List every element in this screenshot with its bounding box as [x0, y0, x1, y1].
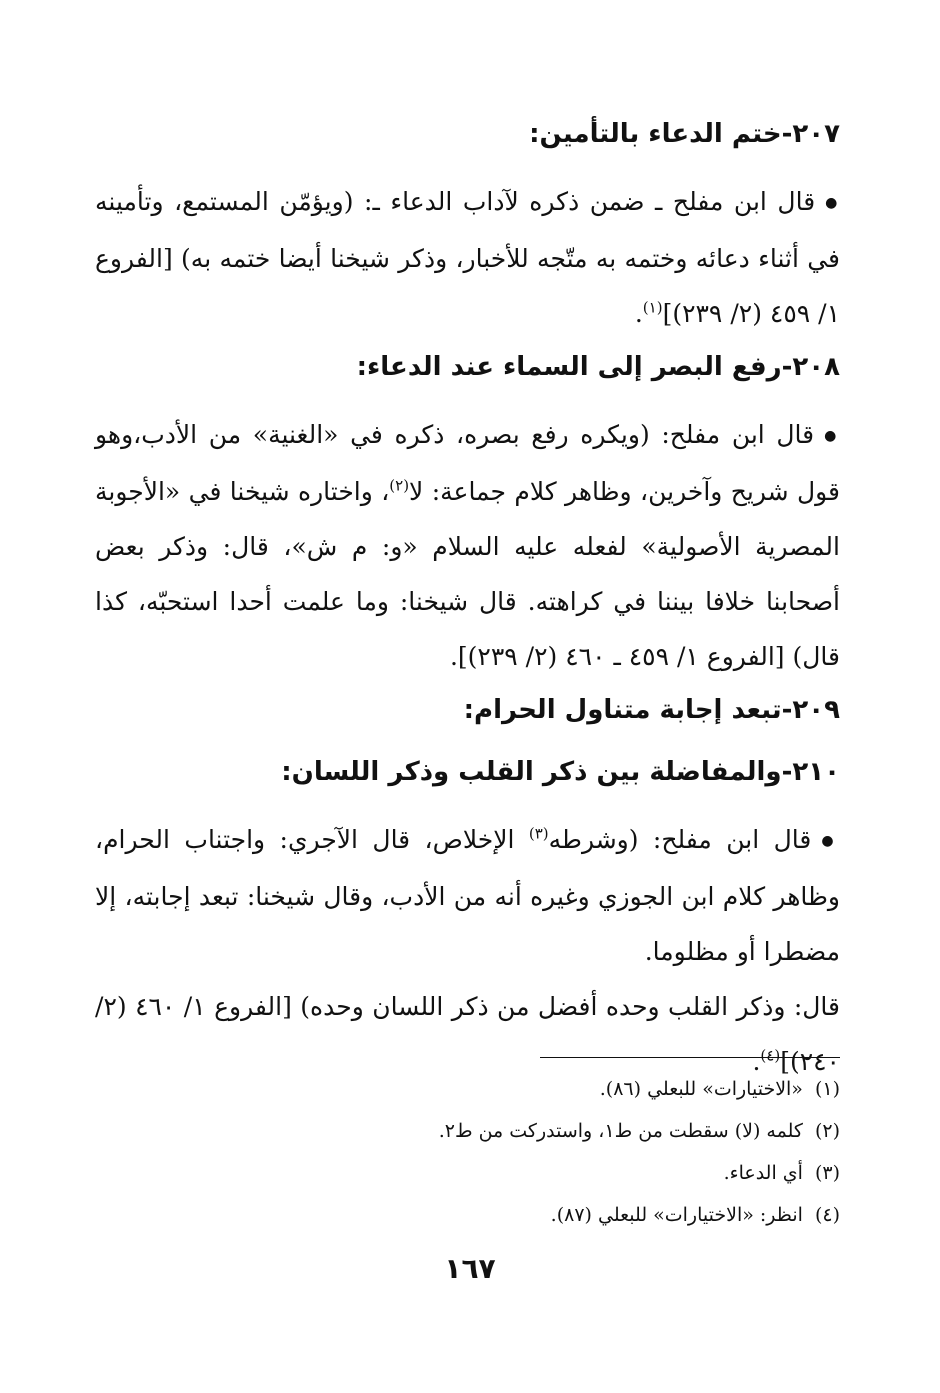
footnotes — [300, 1068, 840, 1236]
heading-209: ٢٠٩-تبعد إجابة متناول الحرام: — [463, 695, 840, 725]
footnote-ref-1[interactable]: (١) — [642, 298, 663, 317]
footnote-number: (٢) — [814, 1120, 840, 1142]
heading-208: ٢٠٨-رفع البصر إلى السماء عند الدعاء: — [356, 352, 840, 382]
footnote-ref-4[interactable]: (٤) — [760, 1046, 781, 1065]
paragraph-207 — [95, 174, 840, 341]
heading-210: ٢١٠-والمفاضلة بين ذكر القلب وذكر اللسان: — [281, 757, 840, 787]
paragraph-210-text-b: الإخلاص، قال الآجري: واجتناب الحرام، وظاهر كلام ابن الجوزي وغيره أنه من الأدب، وقال شيخنا: تبعد إجابته، إلا مضطرا أو مظلوما. — [95, 825, 840, 966]
paragraph-207-text: قال ابن مفلح ـ ضمن ذكره لآداب الدعاء ـ: (ويؤمّن المستمع، وتأمينه في أثناء دعائه وختمه به متّجه للأخبار، وذكر شيخنا أيضا ختمه به) [الفروع ١/ ٤٥٩ (٢/ ٢٣٩)] — [95, 187, 840, 328]
footnote-text: أي الدعاء. — [723, 1162, 803, 1184]
heading-207: ٢٠٧-ختم الدعاء بالتأمين: — [529, 119, 840, 149]
paragraph-210-continued-end: . — [752, 1047, 761, 1076]
paragraph-208-text-a: قال ابن مفلح: (ويكره رفع بصره، ذكره في «الغنية» من الأدب،وهو قول شريح وآخرين، وظاهر كلام جماعة: لا — [95, 420, 840, 506]
paragraph-207-end: . — [634, 299, 643, 328]
footnote-2 — [300, 1110, 840, 1152]
paragraph-208 — [95, 407, 840, 684]
paragraph-210 — [95, 812, 840, 979]
footnote-1 — [300, 1068, 840, 1110]
footnote-ref-3[interactable]: (٣) — [528, 824, 549, 843]
footnote-text: كلمه (لا) سقطت من ط١، واستدركت من ط٢. — [438, 1120, 803, 1142]
footnote-4 — [300, 1194, 840, 1236]
footnote-text: «الاختيارات» للبعلي (٨٦). — [599, 1078, 803, 1100]
paragraph-210-continued-text: قال: وذكر القلب وحده أفضل من ذكر اللسان وحده) [الفروع ١/ ٤٦٠ (٢/ ٢٤٠)] — [95, 992, 840, 1076]
footnote-number: (١) — [814, 1078, 840, 1100]
paragraph-210-text-a: قال ابن مفلح: (وشرطه — [548, 825, 812, 854]
footnote-number: (٤) — [814, 1204, 840, 1226]
footnote-ref-2[interactable]: (٢) — [389, 476, 410, 495]
page-body — [95, 112, 840, 1089]
footnote-3 — [300, 1152, 840, 1194]
footnote-number: (٣) — [814, 1162, 840, 1184]
footnote-divider — [540, 1057, 840, 1058]
paragraph-208-text-b: ، واختاره شيخنا في «الأجوبة المصرية الأصولية» لفعله عليه السلام «و: م ش»، قال: وذكر بعض أصحابنا خلافا بيننا في كراهته. قال شيخنا: وما علمت أحدا استحبّه، كذا قال) [الفروع ١/ ٤٥٩ ـ ٤٦٠ (٢/ ٢٣٩)]. — [95, 477, 840, 671]
footnote-text: انظر: «الاختيارات» للبعلي (٨٧). — [550, 1204, 803, 1226]
page-number: ١٦٧ — [444, 1252, 496, 1285]
